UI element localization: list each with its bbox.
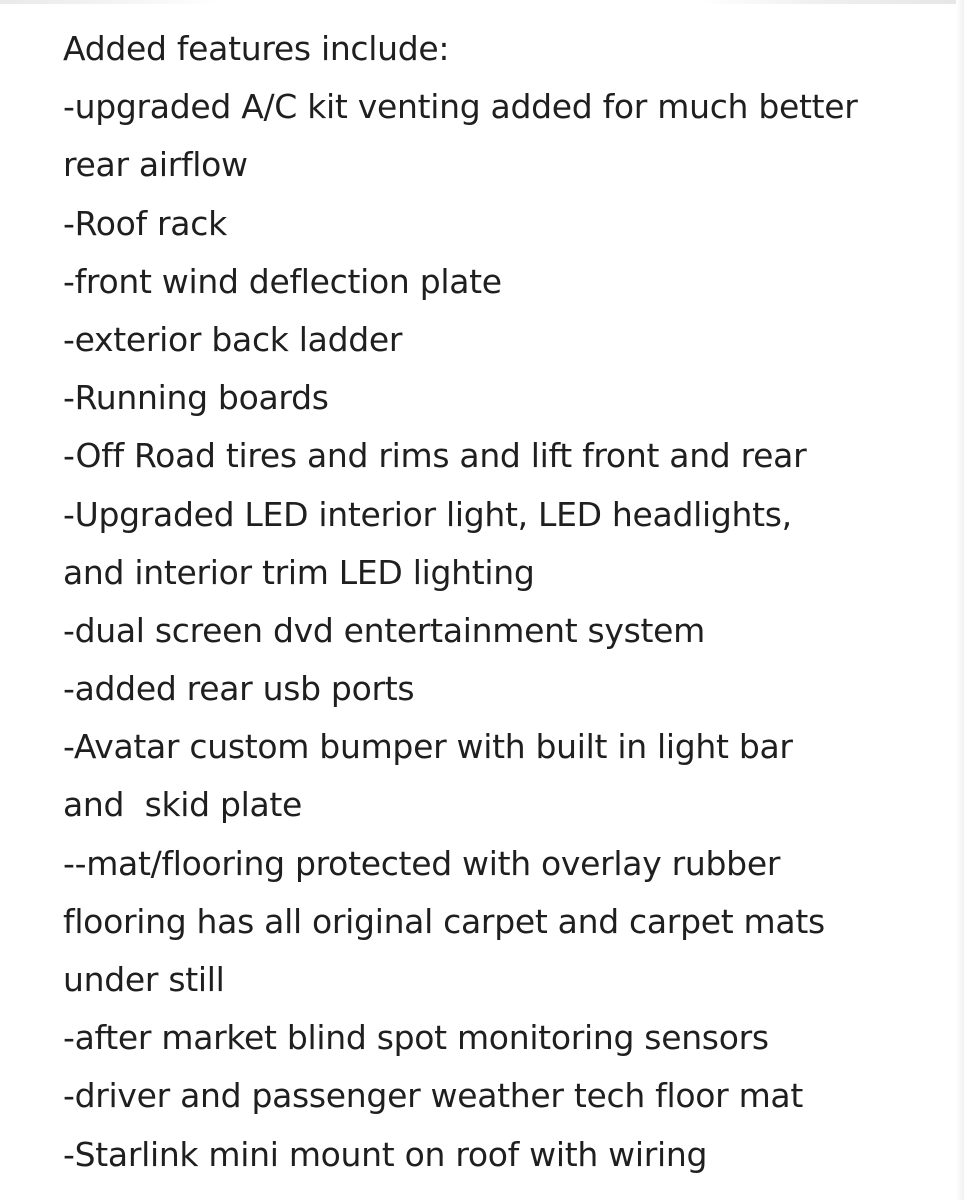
note-line: Added features include:: [63, 29, 450, 68]
note-line: --mat/flooring protected with overlay rubber: [63, 843, 781, 883]
note-line: -dual screen dvd entertainment system: [63, 610, 706, 650]
note-line: -Roof rack: [63, 203, 227, 243]
note-line: -Running boards: [63, 378, 329, 418]
note-line: -front wind deflection plate: [63, 261, 502, 301]
right-edge-shadow: [956, 0, 964, 1200]
note-line: and interior trim LED lighting: [63, 552, 535, 592]
note-line: -upgraded A/C kit venting added for much better: [63, 87, 858, 127]
note-line: -Avatar custom bumper with built in light bar: [63, 727, 793, 767]
note-line: -driver and passenger weather tech floor mat: [63, 1076, 803, 1116]
note-line: -after market blind spot monitoring sensors: [63, 1018, 769, 1058]
note-line: -Upgraded LED interior light, LED headlights,: [63, 494, 792, 534]
note-line: under still: [63, 960, 225, 999]
note-line: -exterior back ladder: [63, 319, 403, 359]
note-line: rear airflow: [63, 145, 248, 185]
note-line: and skid plate: [63, 785, 303, 825]
note-line: -Off Road tires and rims and lift front and rear: [63, 436, 807, 476]
top-edge-shadow: [0, 0, 964, 4]
note-body: [63, 20, 943, 1184]
note-line: -Starlink mini mount on roof with wiring: [63, 1134, 708, 1174]
note-line: -added rear usb ports: [63, 669, 415, 709]
note-line: flooring has all original carpet and carpet mats: [63, 901, 825, 941]
